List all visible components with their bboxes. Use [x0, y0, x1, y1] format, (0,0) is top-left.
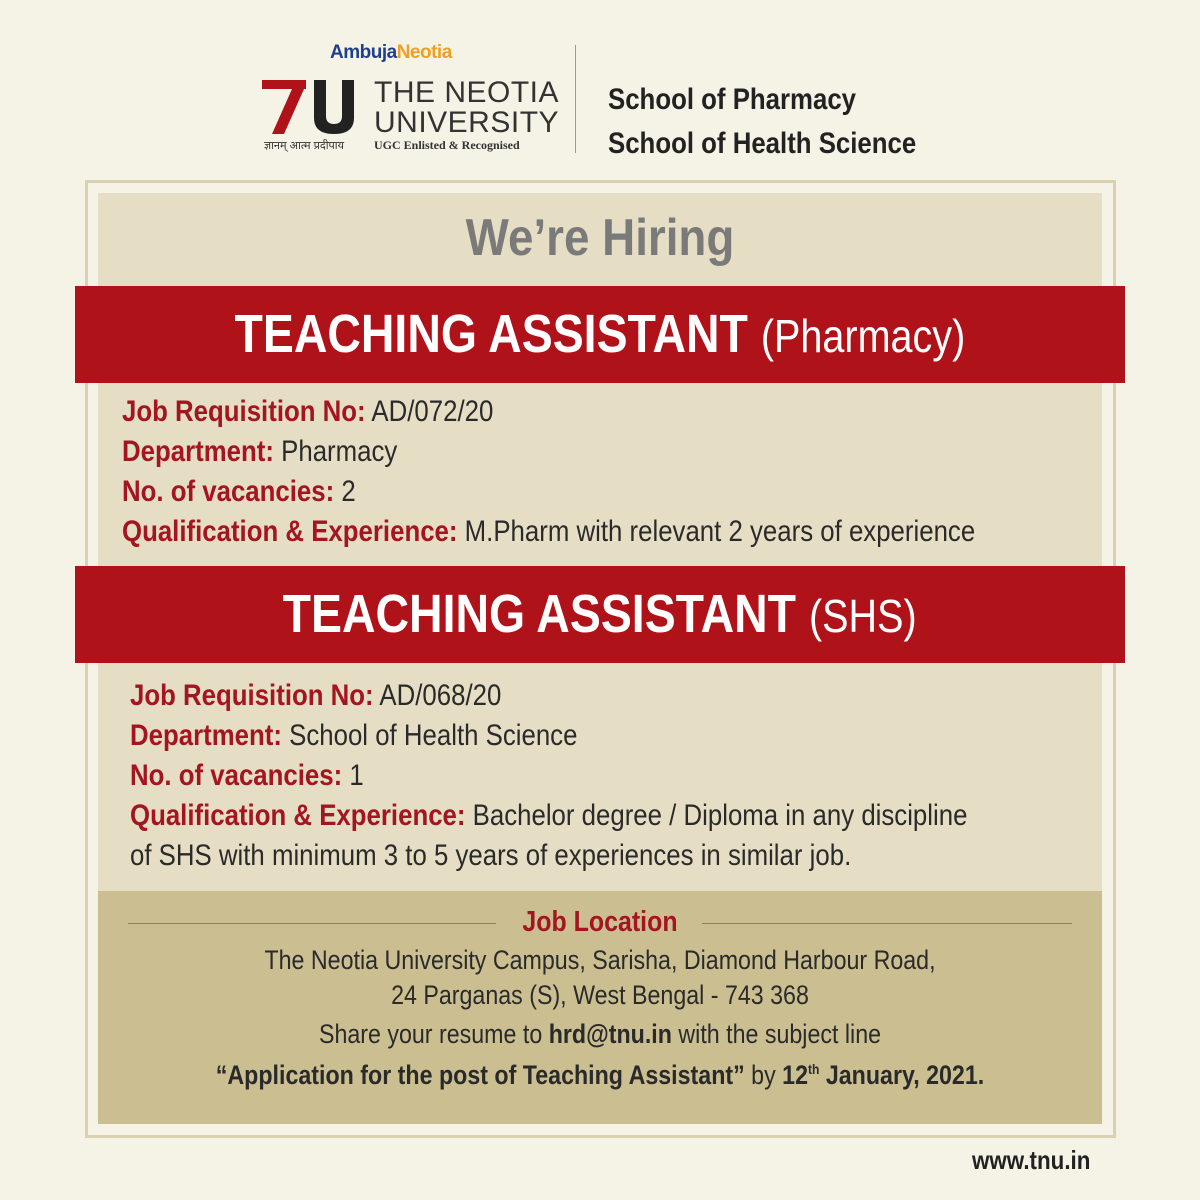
job-details-shs: Job Requisition No: AD/068/20 Department: School of Health Science No. of vacancies: 1 Qualification & Experience: Bachelor degree / Diploma in any discipline of SHS with minimum 3 to 5 years of experiences in similar job.: [130, 679, 968, 872]
job-subtitle: (SHS): [809, 589, 918, 642]
tnu-logo-icon: [262, 80, 362, 134]
subject-line: “Application for the post of Teaching Assistant” by 12th January, 2021.: [215, 1060, 985, 1090]
header: [0, 0, 1200, 175]
address-line-1: The Neotia University Campus, Sarisha, Diamond Harbour Road,: [264, 945, 936, 975]
website-link[interactable]: www.tnu.in: [972, 1145, 1091, 1175]
job-subtitle: (Pharmacy): [760, 309, 966, 362]
university-name: THE NEOTIA UNIVERSITY: [374, 76, 560, 139]
job-banner-shs: [75, 566, 1125, 663]
header-divider: [575, 45, 576, 153]
job-banner-pharmacy: [75, 286, 1125, 383]
deadline-date: 12th January, 2021.: [782, 1060, 985, 1090]
email-link[interactable]: hrd@tnu.in: [548, 1019, 672, 1049]
school-health-science: School of Health Science: [608, 127, 917, 160]
school-pharmacy: School of Pharmacy: [608, 83, 857, 116]
job-title: TEACHING ASSISTANT: [234, 303, 749, 364]
ambuja-neotia-logo: AmbujaNeotia: [330, 42, 452, 63]
address-line-2: 24 Parganas (S), West Bengal - 743 368: [391, 980, 809, 1010]
location-title: Job Location: [522, 906, 678, 938]
job-title: TEACHING ASSISTANT: [282, 583, 797, 644]
school-names: [608, 78, 916, 166]
ugc-recognition: UGC Enlisted & Recognised: [374, 138, 520, 152]
share-resume-line: Share your resume to hrd@tnu.in with the subject line: [318, 1019, 882, 1049]
job-details-pharmacy: Job Requisition No: AD/072/20 Department: Pharmacy No. of vacancies: 2 Qualification & Experience: M.Pharm with relevant 2 years of experience: [122, 395, 976, 548]
hindi-tagline: ज्ञानम् आत्म प्रदीपाय: [264, 140, 345, 152]
hiring-heading: We’re Hiring: [465, 209, 735, 267]
